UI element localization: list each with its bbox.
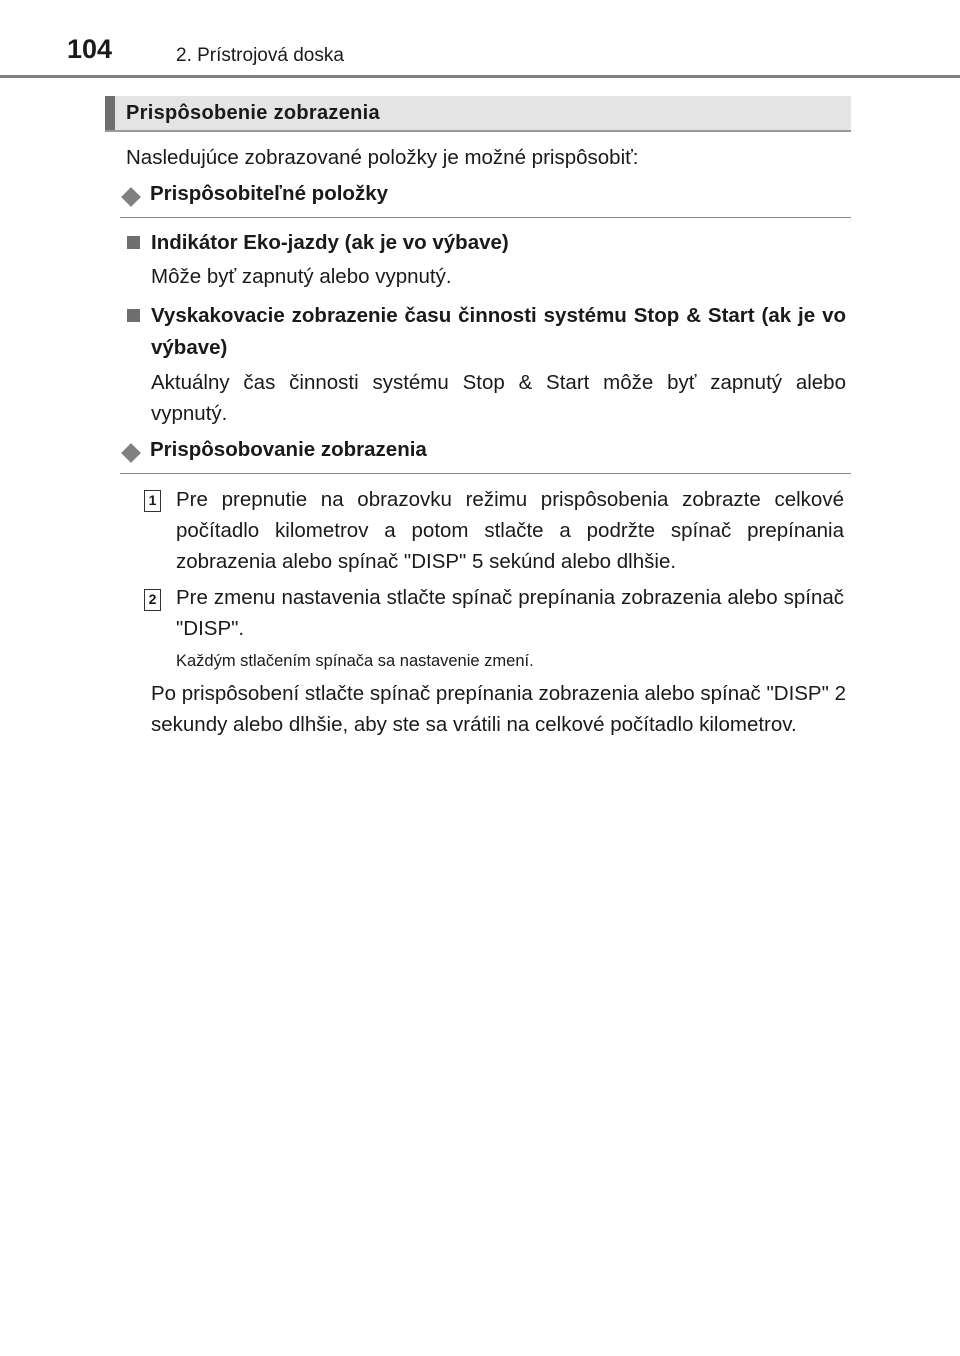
subsection-divider xyxy=(120,473,851,474)
subsection-title: Prispôsobiteľné položky xyxy=(150,182,388,205)
step-number-badge: 2 xyxy=(144,589,161,611)
item-title: Indikátor Eko-jazdy (ak je vo výbave) xyxy=(151,231,509,254)
subsection-heading-customizable-items xyxy=(120,177,851,219)
diamond-bullet-icon xyxy=(121,187,141,207)
section-heading-bar xyxy=(105,96,851,132)
step-note: Každým stlačením spínača sa nastavenie zmení. xyxy=(176,652,534,670)
step-number-badge: 1 xyxy=(144,490,161,512)
step-text: Pre prepnutie na obrazovku režimu prispôsobenia zobrazte celkové počítadlo kilometrov a potom stlačte a podržte spínač prepínania zobrazenia alebo spínač "DISP" 5 sekúnd alebo dlhšie. xyxy=(176,488,844,573)
page-header xyxy=(0,0,960,80)
step-text: Pre zmenu nastavenia stlačte spínač prepínania zobrazenia alebo spínač "DISP". xyxy=(176,586,844,640)
diamond-bullet-icon xyxy=(121,443,141,463)
item-text: Môže byť zapnutý alebo vypnutý. xyxy=(151,265,452,288)
chapter-title: 2. Prístrojová doska xyxy=(176,45,344,66)
subsection-title: Prispôsobovanie zobrazenia xyxy=(150,438,427,461)
subsection-divider xyxy=(120,217,851,218)
item-title: Vyskakovacie zobrazenie času činnosti systému Stop & Start (ak je vo výbave) xyxy=(151,304,846,359)
page-number: 104 xyxy=(67,34,113,64)
section-intro: Nasledujúce zobrazované položky je možné prispôsobiť: xyxy=(126,146,639,169)
section-accent-bar xyxy=(105,96,115,132)
square-bullet-icon xyxy=(127,309,140,322)
subsection-heading-customizing-display xyxy=(120,433,851,475)
section-underline xyxy=(105,130,851,132)
header-divider xyxy=(0,75,960,78)
closing-paragraph: Po prispôsobení stlačte spínač prepínania zobrazenia alebo spínač "DISP" 2 sekundy alebo dlhšie, aby ste sa vrátili na celkové počítadlo kilometrov. xyxy=(151,682,846,736)
item-text: Aktuálny čas činnosti systému Stop & Start môže byť zapnutý alebo vypnutý. xyxy=(151,371,846,425)
square-bullet-icon xyxy=(127,236,140,249)
section-title: Prispôsobenie zobrazenia xyxy=(126,102,380,124)
